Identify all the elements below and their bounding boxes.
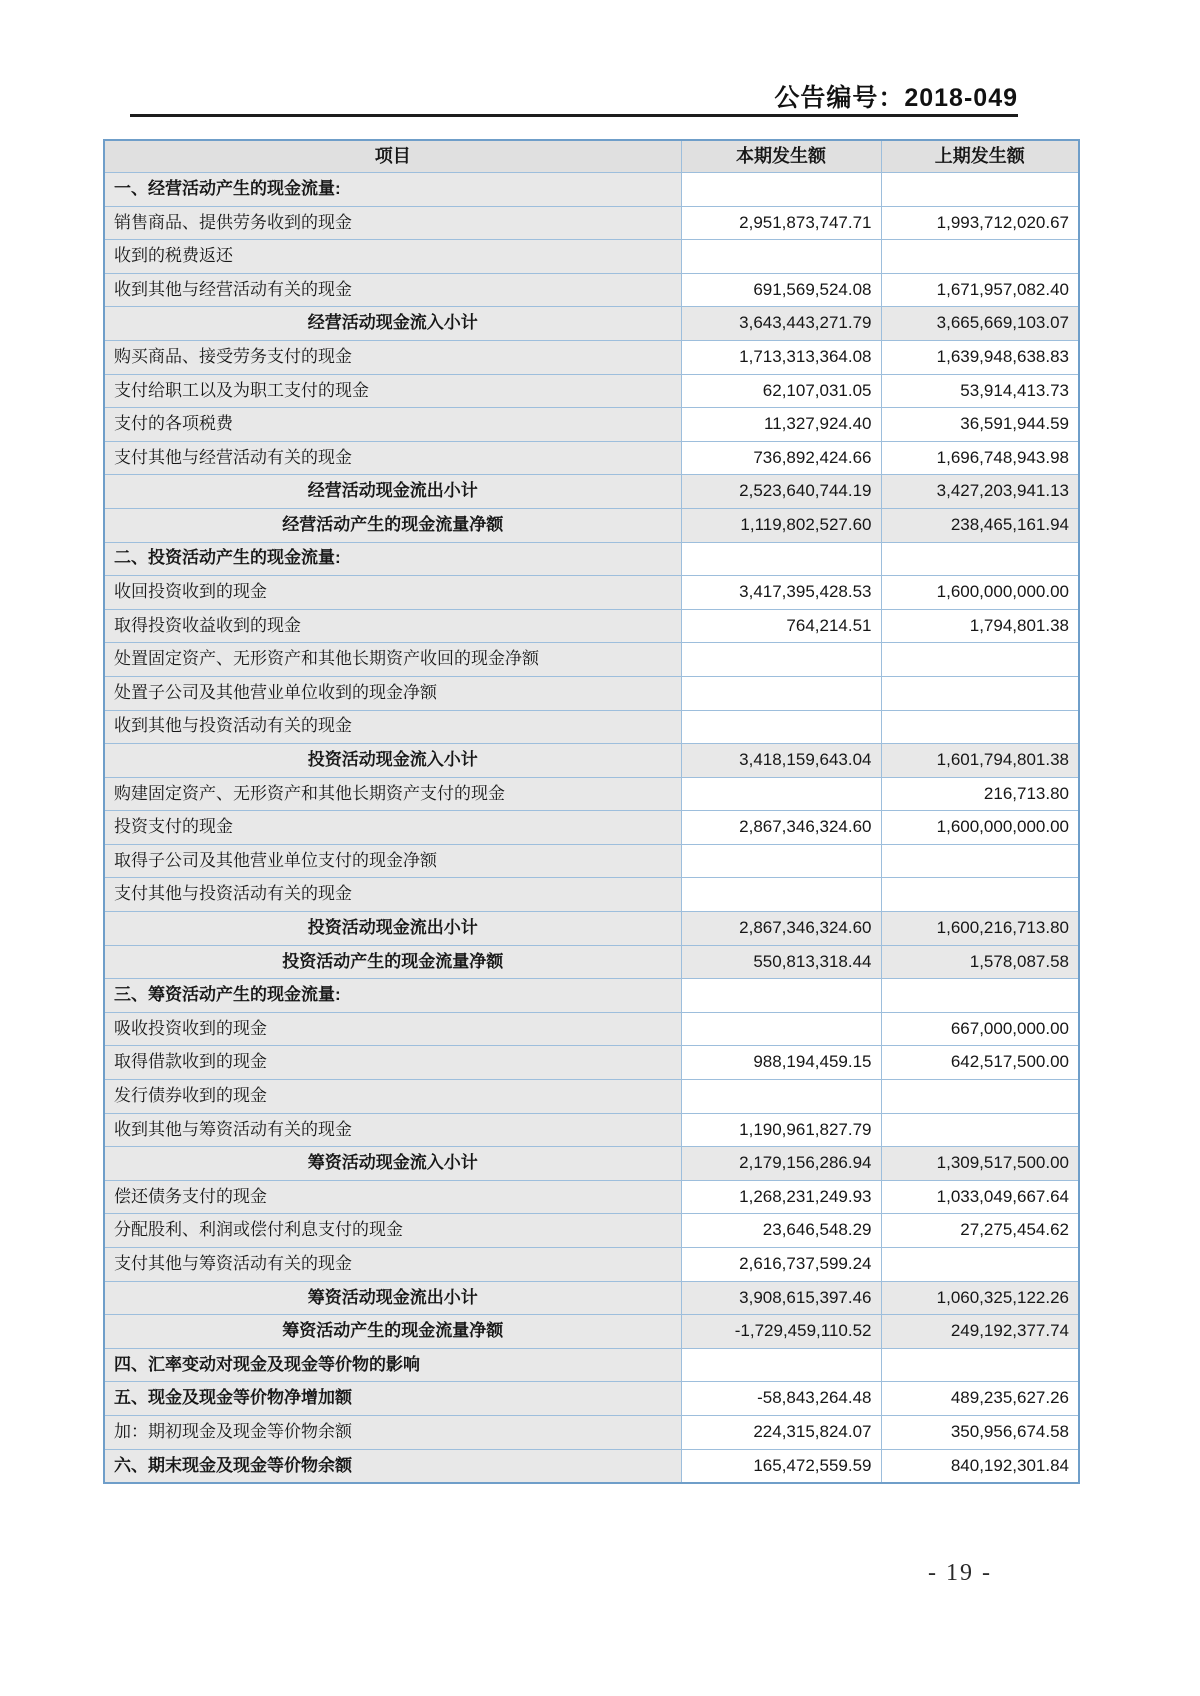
prior-amount-cell: 840,192,301.84 <box>881 1449 1079 1483</box>
current-amount-cell <box>681 240 881 274</box>
prior-amount-cell: 350,956,674.58 <box>881 1415 1079 1449</box>
row-label-cell: 二、投资活动产生的现金流量: <box>104 542 681 576</box>
table-row <box>104 676 1079 710</box>
table-row <box>104 1348 1079 1382</box>
prior-amount-cell <box>881 240 1079 274</box>
prior-amount-cell: 53,914,413.73 <box>881 374 1079 408</box>
row-label-cell: 购买商品、接受劳务支付的现金 <box>104 340 681 374</box>
table-row <box>104 542 1079 576</box>
table-row <box>104 643 1079 677</box>
prior-amount-cell: 3,665,669,103.07 <box>881 307 1079 341</box>
prior-amount-cell <box>881 844 1079 878</box>
row-label-cell: 收到其他与经营活动有关的现金 <box>104 273 681 307</box>
current-amount-cell: -58,843,264.48 <box>681 1382 881 1416</box>
current-amount-cell: 2,867,346,324.60 <box>681 912 881 946</box>
table-row <box>104 374 1079 408</box>
table-row <box>104 710 1079 744</box>
table-row <box>104 811 1079 845</box>
table-row <box>104 441 1079 475</box>
current-amount-cell <box>681 979 881 1013</box>
current-amount-cell: 3,417,395,428.53 <box>681 576 881 610</box>
row-label-cell: 经营活动现金流入小计 <box>104 307 681 341</box>
prior-amount-cell <box>881 1080 1079 1114</box>
table-row <box>104 1012 1079 1046</box>
table-row <box>104 912 1079 946</box>
row-label-cell: 筹资活动现金流入小计 <box>104 1147 681 1181</box>
table-row <box>104 173 1079 207</box>
table-row <box>104 408 1079 442</box>
current-amount-cell: 11,327,924.40 <box>681 408 881 442</box>
prior-amount-cell: 249,192,377.74 <box>881 1315 1079 1349</box>
table-row <box>104 206 1079 240</box>
prior-amount-cell <box>881 643 1079 677</box>
prior-amount-cell: 1,578,087.58 <box>881 945 1079 979</box>
prior-amount-cell: 36,591,944.59 <box>881 408 1079 442</box>
table-row <box>104 273 1079 307</box>
row-label-cell: 一、经营活动产生的现金流量: <box>104 173 681 207</box>
current-amount-cell: 2,867,346,324.60 <box>681 811 881 845</box>
prior-amount-cell: 489,235,627.26 <box>881 1382 1079 1416</box>
prior-amount-cell: 3,427,203,941.13 <box>881 475 1079 509</box>
prior-amount-cell: 1,600,000,000.00 <box>881 576 1079 610</box>
table-row <box>104 1281 1079 1315</box>
table-row <box>104 1382 1079 1416</box>
table-row <box>104 1147 1079 1181</box>
table-row <box>104 979 1079 1013</box>
table-row <box>104 609 1079 643</box>
table-row <box>104 1046 1079 1080</box>
table-row <box>104 307 1079 341</box>
prior-amount-cell <box>881 1248 1079 1282</box>
row-label-cell: 投资支付的现金 <box>104 811 681 845</box>
announcement-number: 公告编号：2018-049 <box>774 84 1018 112</box>
current-amount-cell: 1,713,313,364.08 <box>681 340 881 374</box>
row-label-cell: 支付给职工以及为职工支付的现金 <box>104 374 681 408</box>
row-label-cell: 支付其他与筹资活动有关的现金 <box>104 1248 681 1282</box>
row-label-cell: 投资活动现金流入小计 <box>104 744 681 778</box>
table-body <box>104 173 1079 1484</box>
current-amount-cell: 23,646,548.29 <box>681 1214 881 1248</box>
row-label-cell: 发行债券收到的现金 <box>104 1080 681 1114</box>
table-row <box>104 508 1079 542</box>
current-amount-cell: 3,908,615,397.46 <box>681 1281 881 1315</box>
current-amount-cell: 1,268,231,249.93 <box>681 1180 881 1214</box>
row-label-cell: 处置子公司及其他营业单位收到的现金净额 <box>104 676 681 710</box>
current-amount-cell: 736,892,424.66 <box>681 441 881 475</box>
current-amount-cell: 988,194,459.15 <box>681 1046 881 1080</box>
current-amount-cell <box>681 844 881 878</box>
row-label-cell: 加：期初现金及现金等价物余额 <box>104 1415 681 1449</box>
row-label-cell: 投资活动产生的现金流量净额 <box>104 945 681 979</box>
prior-amount-cell: 1,601,794,801.38 <box>881 744 1079 778</box>
table-row <box>104 1080 1079 1114</box>
table-row <box>104 878 1079 912</box>
row-label-cell: 处置固定资产、无形资产和其他长期资产收回的现金净额 <box>104 643 681 677</box>
prior-amount-cell: 216,713.80 <box>881 777 1079 811</box>
current-amount-cell: 550,813,318.44 <box>681 945 881 979</box>
current-amount-cell <box>681 1080 881 1114</box>
current-amount-cell <box>681 1012 881 1046</box>
prior-amount-cell: 1,993,712,020.67 <box>881 206 1079 240</box>
table-row <box>104 340 1079 374</box>
prior-amount-cell: 642,517,500.00 <box>881 1046 1079 1080</box>
current-amount-cell: -1,729,459,110.52 <box>681 1315 881 1349</box>
table-row <box>104 1180 1079 1214</box>
table-row <box>104 475 1079 509</box>
current-amount-cell: 764,214.51 <box>681 609 881 643</box>
row-label-cell: 投资活动现金流出小计 <box>104 912 681 946</box>
row-label-cell: 收回投资收到的现金 <box>104 576 681 610</box>
prior-amount-cell <box>881 676 1079 710</box>
current-amount-cell: 3,418,159,643.04 <box>681 744 881 778</box>
row-label-cell: 支付的各项税费 <box>104 408 681 442</box>
current-amount-cell <box>681 1348 881 1382</box>
current-amount-cell <box>681 878 881 912</box>
row-label-cell: 支付其他与投资活动有关的现金 <box>104 878 681 912</box>
current-amount-cell: 224,315,824.07 <box>681 1415 881 1449</box>
row-label-cell: 三、筹资活动产生的现金流量: <box>104 979 681 1013</box>
prior-amount-cell: 1,600,216,713.80 <box>881 912 1079 946</box>
prior-amount-cell: 1,671,957,082.40 <box>881 273 1079 307</box>
prior-amount-cell: 1,794,801.38 <box>881 609 1079 643</box>
row-label-cell: 四、汇率变动对现金及现金等价物的影响 <box>104 1348 681 1382</box>
cash-flow-table <box>103 139 1080 1484</box>
current-amount-cell <box>681 710 881 744</box>
prior-amount-cell: 667,000,000.00 <box>881 1012 1079 1046</box>
table-row <box>104 1315 1079 1349</box>
row-label-cell: 经营活动产生的现金流量净额 <box>104 508 681 542</box>
row-label-cell: 收到其他与筹资活动有关的现金 <box>104 1113 681 1147</box>
current-amount-cell: 691,569,524.08 <box>681 273 881 307</box>
row-label-cell: 销售商品、提供劳务收到的现金 <box>104 206 681 240</box>
prior-amount-cell: 1,696,748,943.98 <box>881 441 1079 475</box>
row-label-cell: 六、期末现金及现金等价物余额 <box>104 1449 681 1483</box>
table-row <box>104 1415 1079 1449</box>
table-row <box>104 744 1079 778</box>
row-label-cell: 收到的税费返还 <box>104 240 681 274</box>
row-label-cell: 分配股利、利润或偿付利息支付的现金 <box>104 1214 681 1248</box>
prior-amount-cell <box>881 710 1079 744</box>
current-amount-cell: 2,179,156,286.94 <box>681 1147 881 1181</box>
current-amount-cell: 165,472,559.59 <box>681 1449 881 1483</box>
current-amount-cell: 62,107,031.05 <box>681 374 881 408</box>
prior-amount-cell <box>881 1113 1079 1147</box>
header-divider <box>130 114 1018 117</box>
prior-amount-cell: 238,465,161.94 <box>881 508 1079 542</box>
row-label-cell: 收到其他与投资活动有关的现金 <box>104 710 681 744</box>
page-number: - 19 - <box>928 1560 992 1586</box>
table-row <box>104 945 1079 979</box>
current-amount-cell: 2,616,737,599.24 <box>681 1248 881 1282</box>
row-label-cell: 经营活动现金流出小计 <box>104 475 681 509</box>
prior-amount-cell <box>881 542 1079 576</box>
row-label-cell: 筹资活动现金流出小计 <box>104 1281 681 1315</box>
column-header-item: 项目 <box>104 140 681 173</box>
prior-amount-cell <box>881 979 1079 1013</box>
current-amount-cell: 1,190,961,827.79 <box>681 1113 881 1147</box>
table-row <box>104 1449 1079 1483</box>
current-amount-cell <box>681 542 881 576</box>
row-label-cell: 取得借款收到的现金 <box>104 1046 681 1080</box>
prior-amount-cell: 1,033,049,667.64 <box>881 1180 1079 1214</box>
row-label-cell: 支付其他与经营活动有关的现金 <box>104 441 681 475</box>
table-row <box>104 576 1079 610</box>
current-amount-cell <box>681 777 881 811</box>
prior-amount-cell <box>881 173 1079 207</box>
prior-amount-cell: 1,309,517,500.00 <box>881 1147 1079 1181</box>
prior-amount-cell <box>881 1348 1079 1382</box>
row-label-cell: 购建固定资产、无形资产和其他长期资产支付的现金 <box>104 777 681 811</box>
prior-amount-cell: 1,639,948,638.83 <box>881 340 1079 374</box>
table-header-row <box>104 140 1079 173</box>
table-row <box>104 777 1079 811</box>
prior-amount-cell: 1,060,325,122.26 <box>881 1281 1079 1315</box>
current-amount-cell: 2,523,640,744.19 <box>681 475 881 509</box>
table-row <box>104 1214 1079 1248</box>
current-amount-cell <box>681 173 881 207</box>
current-amount-cell: 3,643,443,271.79 <box>681 307 881 341</box>
row-label-cell: 吸收投资收到的现金 <box>104 1012 681 1046</box>
row-label-cell: 筹资活动产生的现金流量净额 <box>104 1315 681 1349</box>
table-row <box>104 844 1079 878</box>
prior-amount-cell: 27,275,454.62 <box>881 1214 1079 1248</box>
column-header-current-period: 本期发生额 <box>681 140 881 173</box>
table-row <box>104 1113 1079 1147</box>
row-label-cell: 五、现金及现金等价物净增加额 <box>104 1382 681 1416</box>
table-row <box>104 240 1079 274</box>
table-row <box>104 1248 1079 1282</box>
current-amount-cell: 1,119,802,527.60 <box>681 508 881 542</box>
prior-amount-cell: 1,600,000,000.00 <box>881 811 1079 845</box>
row-label-cell: 取得投资收益收到的现金 <box>104 609 681 643</box>
current-amount-cell <box>681 676 881 710</box>
current-amount-cell <box>681 643 881 677</box>
current-amount-cell: 2,951,873,747.71 <box>681 206 881 240</box>
row-label-cell: 取得子公司及其他营业单位支付的现金净额 <box>104 844 681 878</box>
column-header-prior-period: 上期发生额 <box>881 140 1079 173</box>
prior-amount-cell <box>881 878 1079 912</box>
row-label-cell: 偿还债务支付的现金 <box>104 1180 681 1214</box>
